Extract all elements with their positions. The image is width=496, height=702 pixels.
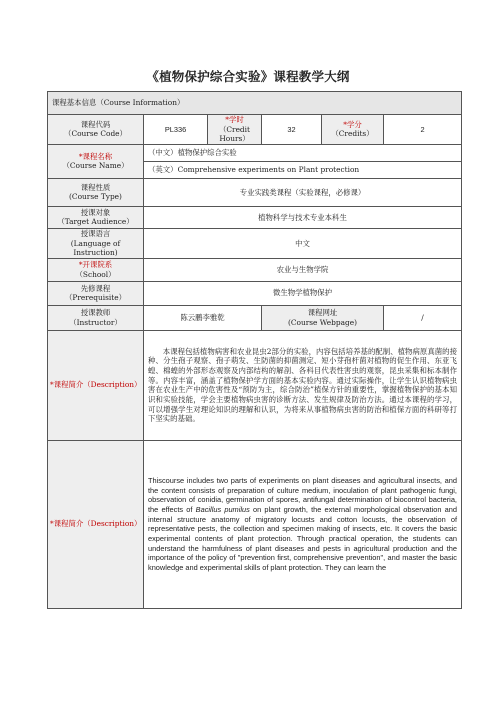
credits-value: 2 — [384, 115, 462, 145]
description-en-label — [48, 440, 144, 608]
webpage-value: / — [384, 305, 462, 330]
hours-value: 32 — [262, 115, 322, 145]
language-label — [48, 228, 144, 258]
course-code-label — [48, 115, 144, 145]
hours-label-en: （Credit Hours） — [218, 124, 251, 144]
audience-value: 植物科学与技术专业本科生 — [144, 206, 462, 228]
description-en-part2: on plant growth, the external morphological observation and internal structure anatomy of migratory locusts and cotton locusts, the observation of representative pests, the collection and specimen making of insects, etc. It covers the basic experimental contents of plant protection. Through practical operation, the students can understand the harmfulness of plant diseases and pests in agricultural production and the importance of the policy of "prevention first, comprehensive prevention", and master the basic knowledge and experimental skills of plant protection. They can learn the — [148, 505, 457, 572]
description-cn-row — [48, 330, 462, 440]
audience-label-cn: 授课对象 — [80, 207, 111, 217]
prerequisite-label-en: （Prerequisite） — [65, 293, 126, 303]
school-label-en: （School） — [75, 269, 116, 279]
instructor-row — [48, 305, 462, 330]
audience-label-en: （Target Audience） — [57, 217, 134, 227]
course-type-label-cn: 课程性质 — [80, 182, 111, 192]
course-name-label — [48, 144, 144, 178]
description-en-text — [144, 440, 462, 608]
description-en-label-text: *课程简介（Description） — [50, 519, 142, 529]
description-cn-label-text: *课程简介（Description） — [50, 380, 142, 390]
course-name-en: （英文）Comprehensive experiments on Plant protection — [144, 161, 462, 178]
course-type-row — [48, 178, 462, 206]
course-name-row-cn — [48, 144, 462, 161]
course-name-label-en: （Course Name） — [62, 161, 129, 171]
instructor-value: 陈云鹏李雅乾 — [144, 305, 262, 330]
section-header-row — [48, 92, 462, 115]
school-label — [48, 258, 144, 281]
webpage-label-en: (Course Webpage) — [287, 317, 358, 327]
instructor-label-en: （Instructor） — [69, 317, 122, 327]
description-cn-text: 本课程包括植物病害和农业昆虫2部分的实验，内容包括培养基的配制、植物病原真菌的接种、分生孢子观察、孢子萌发、生防菌的抑菌测定、短小芽孢杆菌对植物的促生作用、东亚飞蝗、棉蝗的外部形态观察及内部结构的解剖、各科目代表性害虫的观察，昆虫采集和标本制作等。内容丰富，涵盖了植物保护学方面的基本实验内容。通过实际操作，让学生认识植物病虫害在农业生产中的危害性及“预防为主，综合防治”植保方针的重要性，掌握植物保护的基本知识和实验技能，学会主要植物病虫害的诊断方法、发生规律及防治方法。通过本课程的学习，可以增强学生对理论知识的理解和认识，为将来从事植物病虫害的防治和植保方面的科研等打下坚实的基础。 — [144, 330, 462, 440]
webpage-label — [262, 305, 384, 330]
prerequisite-label — [48, 281, 144, 305]
language-value: 中文 — [144, 228, 462, 258]
school-value: 农业与生物学院 — [144, 258, 462, 281]
credits-label-en: （Credits） — [331, 129, 374, 139]
credits-label-cn: *学分 — [343, 119, 362, 129]
audience-label — [48, 206, 144, 228]
page-title: 《植物保护综合实验》课程教学大纲 — [146, 69, 350, 84]
course-code-row — [48, 115, 462, 145]
prerequisite-value: 微生物学植物保护 — [144, 281, 462, 305]
instructor-label-cn: 授课教师 — [80, 308, 111, 318]
school-label-cn: *开课院系 — [78, 260, 113, 270]
course-type-value: 专业实践类课程（实验课程，必修课） — [144, 178, 462, 206]
description-en-row — [48, 440, 462, 608]
course-code-value: PL336 — [144, 115, 208, 145]
hours-label-cn: *学时 — [225, 115, 244, 124]
course-info-table — [47, 91, 462, 609]
school-row — [48, 258, 462, 281]
credits-label — [322, 115, 384, 145]
webpage-label-cn: 课程网址 — [307, 308, 338, 318]
audience-row — [48, 206, 462, 228]
language-label-cn: 授课语言 — [80, 228, 111, 238]
course-code-label-cn: 课程代码 — [80, 119, 111, 129]
prerequisite-row — [48, 281, 462, 305]
prerequisite-label-cn: 先修课程 — [80, 283, 111, 293]
hours-label — [208, 115, 262, 145]
course-name-label-cn: *课程名称 — [78, 151, 113, 161]
description-en-italic: Bacillus pumilus — [195, 505, 250, 514]
course-type-label-en: (Course Type) — [69, 192, 122, 202]
language-label-en: (Language of Instruction) — [70, 238, 121, 258]
description-cn-label — [48, 330, 144, 440]
course-name-cn: （中文）植物保护综合实验 — [144, 144, 462, 161]
instructor-label — [48, 305, 144, 330]
language-row — [48, 228, 462, 258]
section-header: 课程基本信息（Course Information） — [48, 92, 462, 115]
course-type-label — [48, 178, 144, 206]
description-en-part1: Thiscourse includes two parts of experiments on plant diseases and agricultural insects, and the content consists of preparation of culture medium, inoculation of plant pathogenic fungi, observation of conidia, germination of spores, antifungal determination of biocontrol bacteria, the effects of — [148, 476, 457, 514]
course-code-label-en: （Course Code） — [64, 129, 127, 139]
